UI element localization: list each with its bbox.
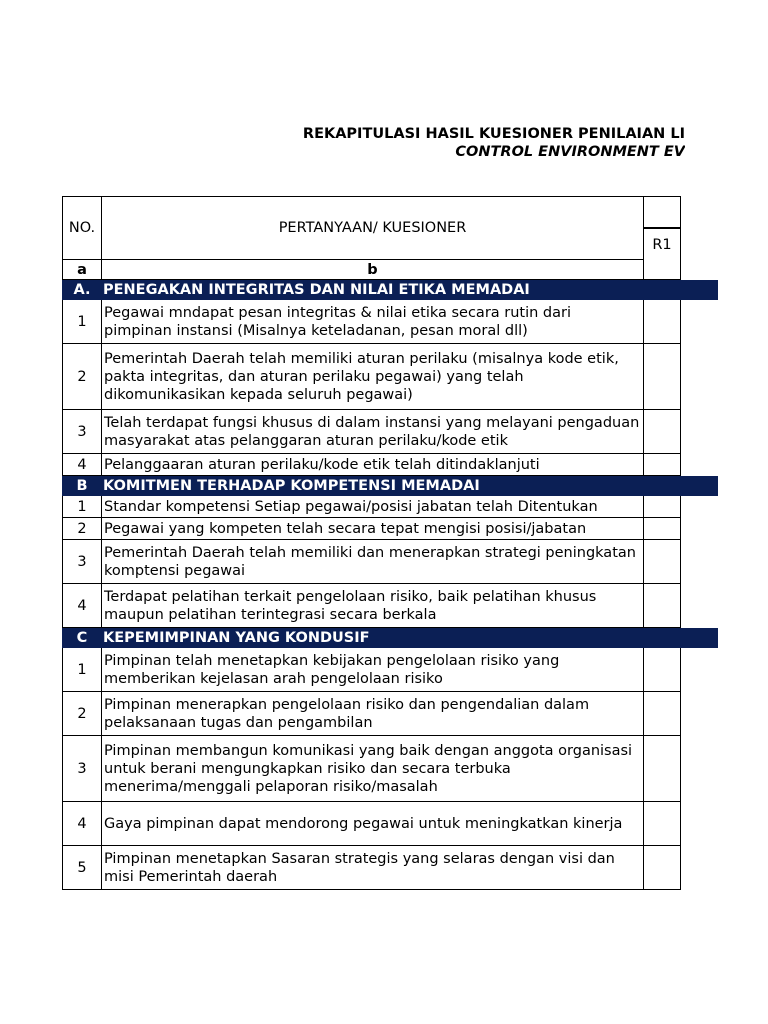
- r1-answer-cell[interactable]: [643, 846, 681, 890]
- subheader-r1-cell: [643, 260, 681, 280]
- row-number: 3: [62, 410, 102, 454]
- section-title: PENEGAKAN INTEGRITAS DAN NILAI ETIKA MEMADAI: [103, 282, 530, 298]
- question-text: Pimpinan membangun komunikasi yang baik dengan anggota organisasi untuk berani mengungkapkan risiko dan secara terbuka menerima/menggali pelaporan risiko/masalah: [101, 736, 644, 802]
- subheader-b: b: [101, 260, 644, 280]
- r1-answer-cell[interactable]: [643, 692, 681, 736]
- question-text: Pemerintah Daerah telah memiliki aturan perilaku (misalnya kode etik, pakta integritas, dan aturan perilaku pegawai) yang telah dikomunikasikan kepada seluruh pegawai): [101, 344, 644, 410]
- row-number: 1: [62, 300, 102, 344]
- r1-answer-cell[interactable]: [643, 584, 681, 628]
- question-text: Telah terdapat fungsi khusus di dalam instansi yang melayani pengaduan masyarakat atas pelanggaran aturan perilaku/kode etik: [101, 410, 644, 454]
- r1-answer-cell[interactable]: [643, 410, 681, 454]
- r1-answer-cell[interactable]: [643, 300, 681, 344]
- row-number: 1: [62, 648, 102, 692]
- r1-answer-cell[interactable]: [643, 648, 681, 692]
- question-text: Pegawai yang kompeten telah secara tepat mengisi posisi/jabatan: [101, 518, 644, 540]
- header-question: PERTANYAAN/ KUESIONER: [101, 196, 644, 260]
- row-number: 4: [62, 584, 102, 628]
- report-subtitle: CONTROL ENVIRONMENT EV: [455, 144, 685, 160]
- question-text: Pemerintah Daerah telah memiliki dan menerapkan strategi peningkatan komptensi pegawai: [101, 540, 644, 584]
- question-text: Pegawai mndapat pesan integritas & nilai etika secara rutin dari pimpinan instansi (Misalnya keteladanan, pesan moral dll): [101, 300, 644, 344]
- question-text: Terdapat pelatihan terkait pengelolaan risiko, baik pelatihan khusus maupun pelatihan terintegrasi secara berkala: [101, 584, 644, 628]
- report-title: REKAPITULASI HASIL KUESIONER PENILAIAN LI: [302, 126, 685, 142]
- section-title: KEPEMIMPINAN YANG KONDUSIF: [103, 630, 370, 646]
- question-text: Pimpinan menerapkan pengelolaan risiko dan pengendalian dalam pelaksanaan tugas dan pengambilan: [101, 692, 644, 736]
- header-respondent-group: [643, 196, 681, 228]
- header-r1: R1: [643, 228, 681, 260]
- questionnaire-table: [62, 196, 718, 896]
- section-header-c: [62, 628, 718, 648]
- r1-answer-cell[interactable]: [643, 540, 681, 584]
- header-no: NO.: [62, 196, 102, 260]
- section-letter: A.: [73, 282, 91, 298]
- row-number: 2: [62, 692, 102, 736]
- question-text: Gaya pimpinan dapat mendorong pegawai untuk meningkatkan kinerja: [101, 802, 644, 846]
- subheader-a: a: [62, 260, 102, 280]
- section-letter: C: [76, 630, 88, 646]
- r1-answer-cell[interactable]: [643, 802, 681, 846]
- row-number: 2: [62, 344, 102, 410]
- r1-answer-cell[interactable]: [643, 518, 681, 540]
- r1-answer-cell[interactable]: [643, 496, 681, 518]
- row-number: 5: [62, 846, 102, 890]
- question-text: Standar kompetensi Setiap pegawai/posisi jabatan telah Ditentukan: [101, 496, 644, 518]
- question-text: Pimpinan telah menetapkan kebijakan pengelolaan risiko yang memberikan kejelasan arah pengelolaan risiko: [101, 648, 644, 692]
- section-title: KOMITMEN TERHADAP KOMPETENSI MEMADAI: [103, 478, 480, 494]
- question-text: Pelanggaaran aturan perilaku/kode etik telah ditindaklanjuti: [101, 454, 644, 476]
- row-number: 3: [62, 736, 102, 802]
- r1-answer-cell[interactable]: [643, 454, 681, 476]
- section-header-b: [62, 476, 718, 496]
- question-text: Pimpinan menetapkan Sasaran strategis yang selaras dengan visi dan misi Pemerintah daerah: [101, 846, 644, 890]
- row-number: 3: [62, 540, 102, 584]
- row-number: 4: [62, 802, 102, 846]
- r1-answer-cell[interactable]: [643, 736, 681, 802]
- row-number: 1: [62, 496, 102, 518]
- row-number: 4: [62, 454, 102, 476]
- r1-answer-cell[interactable]: [643, 344, 681, 410]
- row-number: 2: [62, 518, 102, 540]
- section-letter: B: [76, 478, 88, 494]
- section-header-a: [62, 280, 718, 300]
